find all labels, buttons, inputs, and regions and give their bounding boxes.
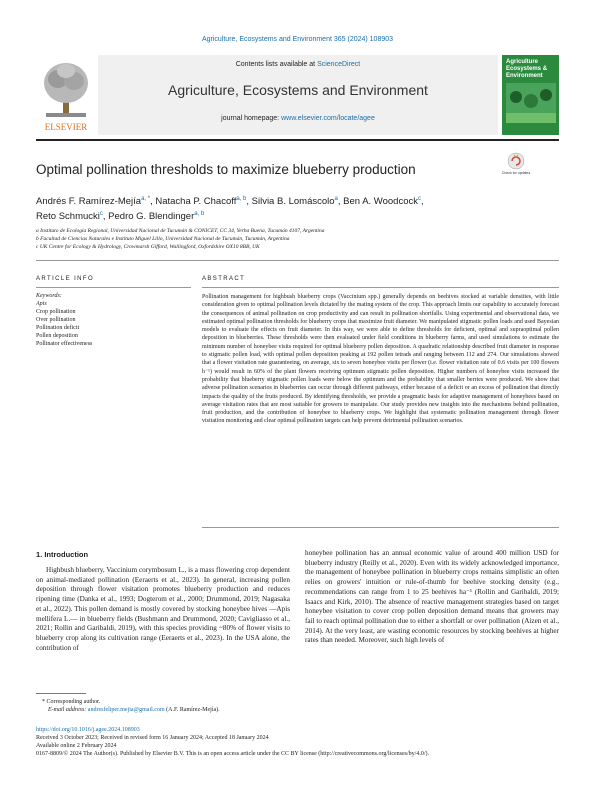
journal-reference[interactable]: Agriculture, Ecosystems and Environment 365 (2024) 108903 (201, 36, 394, 43)
homepage-link[interactable]: www.elsevier.com/locate/agee (281, 115, 375, 122)
keyword-item: Pollination deficit (36, 325, 80, 331)
author-affil-marker[interactable]: a (334, 196, 338, 202)
email-suffix: (A.F. Ramírez-Mejía). (164, 707, 220, 713)
footnote-rule (36, 693, 86, 694)
abstract-bottom-rule (202, 527, 559, 528)
author-name[interactable]: Reto Schmucki (36, 211, 100, 223)
article-info-rule (36, 287, 191, 288)
abstract-rule (202, 287, 559, 288)
author-affil-marker[interactable]: a, * (141, 196, 151, 202)
body-paragraph: Highbush blueberry, Vaccinium corymbosum L., is a mass flowering crop dependent on animal-mediated pollination (Eeraerts et al., 2023). In general, increasing pollen deposition through flower visitation promotes blueberry production and reduces ripening time (Danka et al., 1993; Dogterom et al., 2000; Drummond, 2019; Nagasaka et al., 2022). This pollen demand is mostly covered by stocking honeybee hives —Apis mellifera L.— in blueberry fields (Bushmann and Drummond, 2020; Cavigliasso et al., 2021; Rollin and Garibaldi, 2019), with this species providing ~80% of flower visits to blueberry crop along its cultivation range (Eeraerts et al., 2023). In the USA alone, the contribution of (36, 566, 290, 652)
author-affil-marker[interactable]: c (417, 196, 421, 202)
body-column-right: honeybee pollination has an annual economic value of around 400 million USD for blueberry industry (Reilly et al., 2020). Even with its widely acknowledged importance, the management of honeybee pollination in blueberry crops remains simplistic an often relies on growers' intuition or rule-of-thumb for beehive stocking density (e.g., recommendations can range from 1 to 25 beehives ha⁻¹ (Rollin and Garibaldi, 2019; Isaacs and Kirk, 2010). The absence of reactive management strategies based on target honeybee visitation to cover crop pollen deposition demand means that growers may fail to reach optimal pollination due to either a shortfall or over pollination (Aizen et al., 2014). At the very least, are wasting economic resources by stocking beehives at higher rates than needed. Moreover, such high levels of (305, 549, 559, 645)
homepage-line (98, 115, 498, 122)
article-info-heading: ARTICLE INFO (36, 276, 95, 282)
affiliations (36, 227, 556, 251)
author-email-link[interactable]: andresfeliper.mejia@gmail.com (87, 707, 165, 713)
body-column-left (36, 566, 290, 653)
masthead-center (98, 55, 498, 135)
keyword-item: Apis (36, 301, 47, 307)
author-name[interactable]: Natacha P. Chacoff (155, 196, 237, 208)
journal-masthead (36, 55, 559, 135)
elsevier-wordmark: ELSEVIER (44, 122, 88, 132)
footnote (36, 698, 336, 714)
check-for-updates-badge[interactable] (500, 152, 532, 180)
author-affil-marker[interactable]: a, b (194, 211, 205, 218)
journal-cover-image (502, 55, 559, 135)
header-rule (36, 139, 559, 141)
affiliation-item: b Facultad de Ciencias Naturales e Instituto Miguel Lillo, Universidad Nacional de Tucumán, Tucumán, Argentina (36, 236, 290, 242)
journal-title: Agriculture, Ecosystems and Environment (168, 82, 428, 98)
article-history (36, 726, 559, 758)
author-affil-marker[interactable]: c (99, 211, 103, 218)
author-name[interactable]: Silvia B. Lomáscolo (251, 196, 335, 208)
keyword-item: Pollen deposition (36, 333, 78, 339)
keyword-item: Over pollination (36, 317, 76, 323)
cover-title: Agriculture Ecosystems & Environment (506, 59, 548, 79)
keyword-item: Pollinator effectiveness (36, 341, 93, 347)
author-name[interactable]: Pedro G. Blendinger (108, 211, 195, 223)
keywords-block (36, 292, 191, 348)
author-name[interactable]: Andrés F. Ramírez-Mejía (36, 196, 142, 208)
elsevier-logo (36, 55, 96, 135)
check-updates-label: Check for updates (501, 171, 531, 175)
license-statement: 0167-8809/© 2024 The Author(s). Published by Elsevier B.V. This is an open access article under the CC BY license (http://creativecommons.org/licenses/by/4.0/). (36, 751, 429, 757)
author-name[interactable]: Ben A. Woodcock (343, 196, 418, 208)
contents-line (98, 61, 498, 68)
received-dates: Received 3 October 2023; Received in revised form 16 January 2024; Accepted 18 January 2024 (36, 735, 269, 741)
author-list: Andrés F. Ramírez-Mejía$^{a, *}$, Natacha P. Chacoff$^{a, b}$, Silvia B. Lomáscolo$^a$, Ben A. Woodcock$^c$, Reto Schmucki$^c$, Pedro G. Blendinger$^{a, b}$ (36, 196, 424, 223)
available-online: Available online 2 February 2024 (36, 743, 117, 749)
affiliation-item: c UK Centre for Ecology & Hydrology, Crowmarsh Gifford, Wallingford, Oxfordshire OX10 8BB, UK (36, 244, 260, 250)
keywords-label: Keywords: (36, 293, 62, 299)
doi-link[interactable]: https://doi.org/10.1016/j.agee.2024.108903 (36, 727, 140, 733)
abstract-text: Pollination management for highbush blueberry crops (Vaccinium spp.) generally depends on beehives stocked at variable densities, with little consideration given to optimal pollination levels dictated by the mating system of the crop. This approach limits our capability to accurately forecast the consequences of animal pollination on crop productivity and can result in pollination shortfalls. Using experimental and observational data, we estimated optimal pollination thresholds for blueberry crops that maximize fruit diameter. We manipulated stigmatic pollen loads and used Bayesian models to evaluate the effects on fruit diameter. In this way, we were able to define thresholds for deficient, optimal and supraoptimal pollen deposition in blueberries. These thresholds were then evaluated under field conditions in blueberry farms, and used simulations to estimate the minimum number of honeybee visits required for optimal blueberry pollen deposition. A quadratic relationship described fruit diameter in response to stigmatic pollen load, with optimal pollen deposition peaking at 192 pollen tetrads and ranging between 112 and 274. Our simulations showed that a flower visitation rate guaranteeing, on average, six to seven honeybee visits per flower (i.e. flower visitation rate of 0.6 visits per 100 flowers h⁻¹) would result in 60% of the plant flowers receiving optimum stigmatic pollen deposition. Higher numbers of honeybee visits increased the probability that blueberry stigmatic pollen loads were below the optimum and the probability that smaller berries were produced. We show that adverse pollination scenarios in blueberries can occur through different pathways, either because of a deficit or an excess of pollination that directly impacts the quality of the fruits produced. By identifying thresholds, we provide a pragmatic basis for adaptive management of honeybees based on average visitation rates that are most suitable for growers to manipulate. Our study provides new insights into the mechanisms behind pollination, fruit production, and the contribution of honeybee to blueberry crops. We highlight that systematic pollination management through flower visitation monitoring and clear optimal pollination targets can help prevent detrimental pollination scenarios. (202, 294, 559, 425)
section-rule (36, 260, 559, 261)
introduction-heading: 1. Introduction (36, 550, 89, 559)
keyword-item: Crop pollination (36, 309, 76, 315)
homepage-prefix: journal homepage: (221, 115, 282, 122)
affiliation-item: a Instituto de Ecología Regional, Universidad Nacional de Tucumán & CONICET, CC 34, Yerba Buena, Tucumán 4107, Argentina (36, 228, 325, 234)
author-affil-marker[interactable]: a, b (236, 196, 247, 202)
corresponding-author-note: * Corresponding author. (42, 699, 101, 705)
contents-prefix: Contents lists available at (235, 61, 318, 68)
sciencedirect-link[interactable]: ScienceDirect (317, 61, 361, 68)
paper-title: Optimal pollination thresholds to maximize blueberry production (36, 162, 416, 177)
abstract-heading: ABSTRACT (202, 276, 246, 282)
email-label: E-mail address: (48, 707, 88, 713)
